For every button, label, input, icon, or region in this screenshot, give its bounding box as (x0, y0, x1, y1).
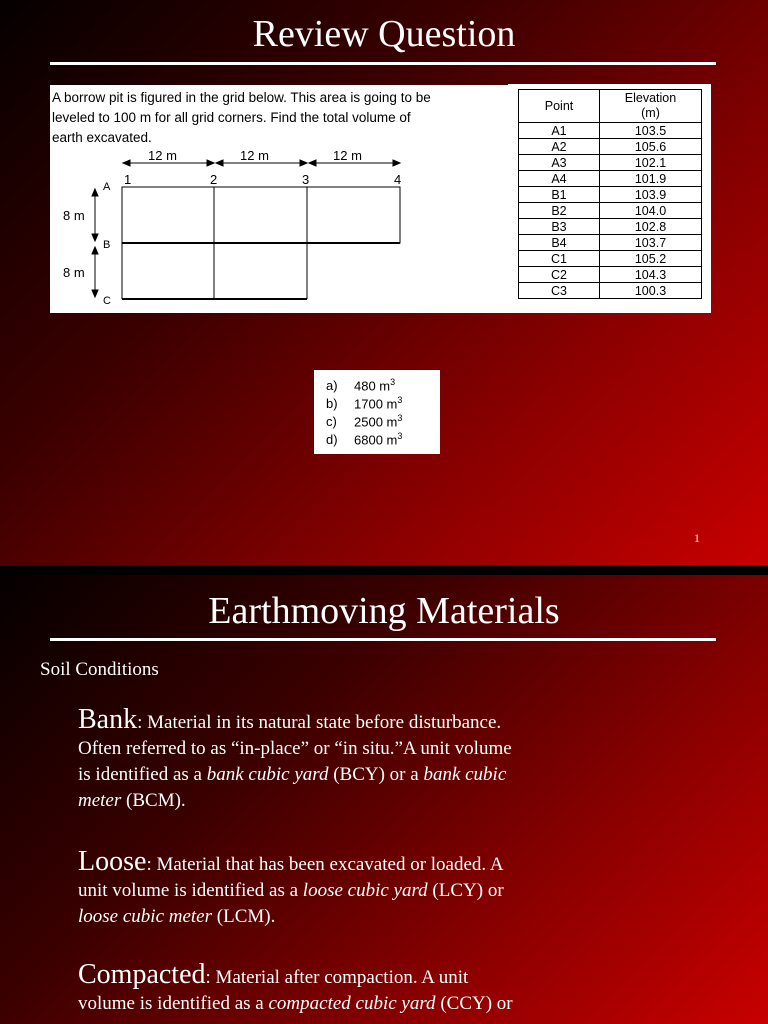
slide-earthmoving-materials (0, 575, 768, 1024)
answer-option: c) 2500 $m^3$ (326, 413, 403, 430)
row-spacing-label: 8 m (63, 208, 85, 223)
term-loose: Loose (78, 846, 147, 877)
column-label: 1 (124, 172, 132, 187)
table-row: A1 103.5 (519, 123, 702, 139)
spacing-label: 12 m (240, 148, 269, 163)
table-row: C3 100.3 (519, 283, 702, 299)
table-header-elevation: Elevation (m) (600, 90, 702, 123)
page-number: 1 (694, 531, 700, 545)
problem-line: A borrow pit is figured in the grid below. This area is going to be (52, 90, 431, 105)
title-rule (50, 62, 716, 65)
title-rule (50, 638, 716, 641)
answer-choices (314, 370, 440, 454)
table-header-point: Point (519, 90, 600, 123)
column-label: 4 (394, 172, 402, 187)
bank-definition: Bank: Material in its natural state before disturbance. Often referred to as “in-place” or “in situ.”A unit volume is identified as a bank cubic yard (BCY) or a bank cubic meter (BCM). (78, 704, 512, 811)
problem-panel (50, 85, 514, 313)
row-spacing-label: 8 m (63, 265, 85, 280)
term-compacted: Compacted (78, 959, 206, 990)
spacing-label: 12 m (148, 148, 177, 163)
term-bank: Bank (78, 704, 138, 735)
borrow-pit-grid-diagram (50, 85, 514, 313)
table-row: B4 103.7 (519, 235, 702, 251)
problem-line: earth excavated. (52, 130, 152, 145)
table-row: A2 105.6 (519, 139, 702, 155)
row-label: A (103, 181, 111, 193)
grid-cells (122, 187, 400, 299)
table-row: C2 104.3 (519, 267, 702, 283)
row-label: B (103, 239, 111, 251)
table-row: A3 102.1 (519, 155, 702, 171)
table-row: B3 102.8 (519, 219, 702, 235)
slide-title: Review Question (252, 13, 516, 55)
table-row: B1 103.9 (519, 187, 702, 203)
table-row: C1 105.2 (519, 251, 702, 267)
loose-definition: Loose: Material that has been excavated or loaded. A unit volume is identified as a loose cubic yard (LCY) or loose cubic meter (LCM). (78, 846, 504, 927)
problem-line: leveled to 100 m for all grid corners. Find the total volume of (52, 110, 411, 125)
dimension-arrows (92, 160, 400, 297)
table-row: B2 104.0 (519, 203, 702, 219)
answer-option: b) 1700 $m^3$ (326, 395, 403, 412)
section-subtitle: Soil Conditions (40, 659, 159, 680)
answer-option: a) 480 $m^3$ (326, 377, 396, 394)
answer-option: d) 6800 $m^3$ (326, 431, 403, 448)
slide-title: Earthmoving Materials (208, 590, 560, 632)
spacing-label: 12 m (333, 148, 362, 163)
column-label: 3 (302, 172, 310, 187)
elevation-table (518, 89, 702, 299)
row-label: C (103, 295, 111, 307)
column-label: 2 (210, 172, 218, 187)
compacted-definition: Compacted: Material after compaction. A unit volume is identified as a compacted cubic yard (CCY) or (78, 959, 513, 1014)
table-row: A4 101.9 (519, 171, 702, 187)
